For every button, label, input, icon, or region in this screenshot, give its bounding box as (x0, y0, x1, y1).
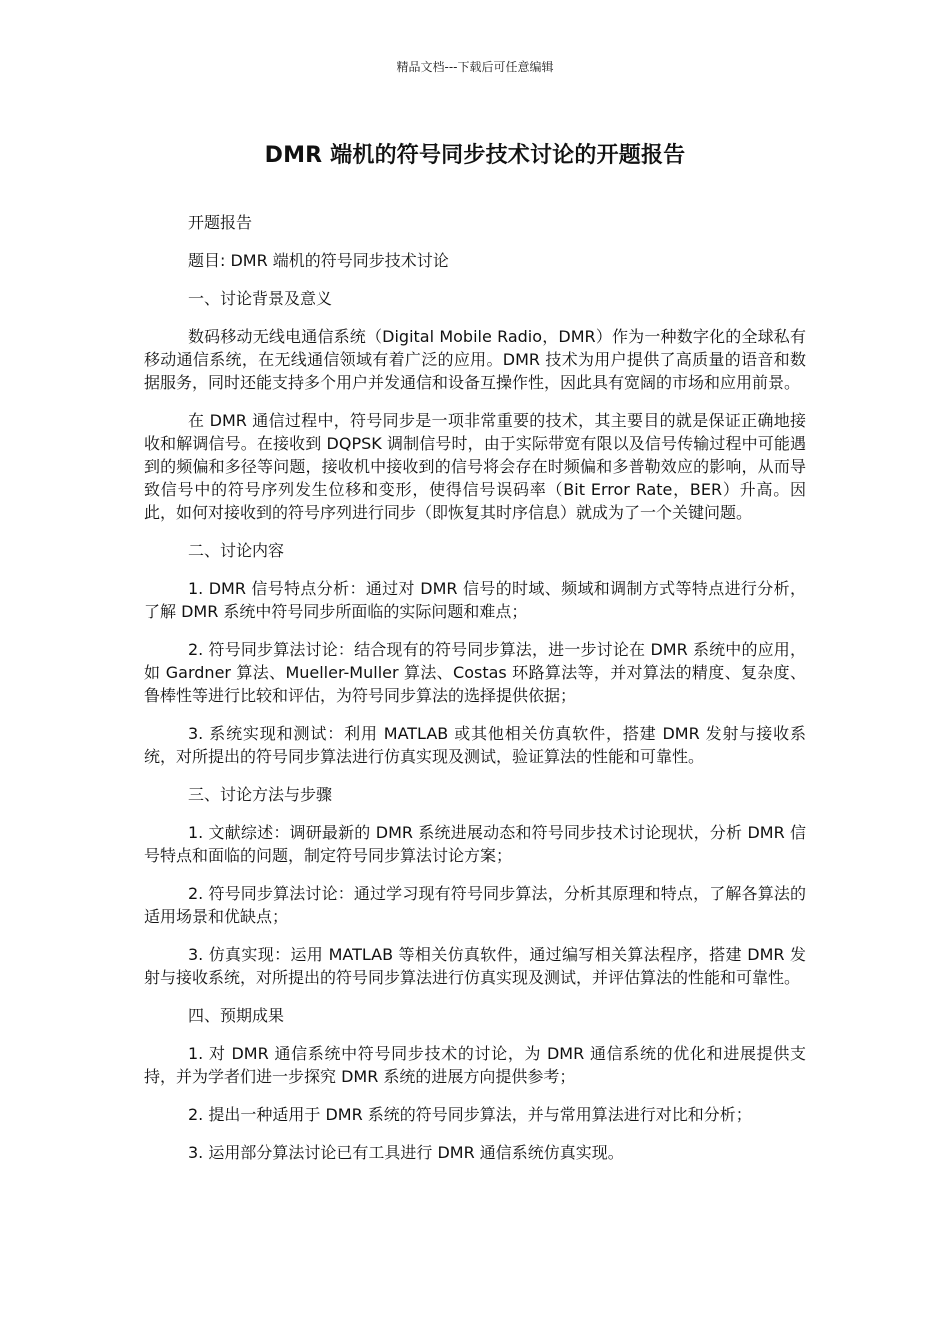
section-heading-4: 四、预期成果 (188, 1006, 285, 1025)
list-item: 2. 符号同步算法讨论：结合现有的符号同步算法，进一步讨论在 DMR 系统中的应用，如 Gardner 算法、Mueller-Muller 算法、Costas 环路算法等，并对算法的精度、复杂度、鲁棒性等进行比较和评估，为符号同步算法的选择提供依据； (144, 640, 806, 705)
section-heading-1: 一、讨论背景及意义 (188, 289, 333, 308)
topic-line: 题目: DMR 端机的符号同步技术讨论 (188, 251, 449, 270)
list-item: 3. 系统实现和测试：利用 MATLAB 或其他相关仿真软件，搭建 DMR 发射与接收系统，对所提出的符号同步算法进行仿真实现及测试，验证算法的性能和可靠性。 (144, 724, 806, 766)
list-item: 2. 符号同步算法讨论：通过学习现有符号同步算法，分析其原理和特点，了解各算法的适用场景和优缺点； (144, 884, 806, 926)
list-item: 1. DMR 信号特点分析：通过对 DMR 信号的时域、频域和调制方式等特点进行分析，了解 DMR 系统中符号同步所面临的实际问题和难点； (144, 579, 806, 621)
body-paragraph: 数码移动无线电通信系统（Digital Mobile Radio，DMR）作为一种数字化的全球私有移动通信系统，在无线通信领域有着广泛的应用。DMR 技术为用户提供了高质量的语音和数据服务，同时还能支持多个用户并发通信和设备互操作性，因此具有宽阔的市场和应用前景。 (144, 327, 806, 392)
list-item: 3. 仿真实现：运用 MATLAB 等相关仿真软件，通过编写相关算法程序，搭建 DMR 发射与接收系统，对所提出的符号同步算法进行仿真实现及测试，并评估算法的性能和可靠性。 (144, 945, 806, 987)
document-title: DMR 端机的符号同步技术讨论的开题报告 (264, 143, 686, 168)
list-item: 1. 文献综述：调研最新的 DMR 系统进展动态和符号同步技术讨论现状，分析 DMR 信号特点和面临的问题，制定符号同步算法讨论方案； (144, 823, 806, 865)
list-item: 3. 运用部分算法讨论已有工具进行 DMR 通信系统仿真实现。 (188, 1143, 624, 1162)
label-report: 开题报告 (188, 213, 253, 232)
body-paragraph: 在 DMR 通信过程中，符号同步是一项非常重要的技术，其主要目的就是保证正确地接收和解调信号。在接收到 DQPSK 调制信号时，由于实际带宽有限以及信号传输过程中可能遇到的频偏和多径等问题，接收机中接收到的信号将会存在时频偏和多普勒效应的影响，从而导致信号中的符号序列发生位移和变形，使得信号误码率（Bit Error Rate，BER）升高。因此，如何对接收到的符号序列进行同步（即恢复其时序信息）就成为了一个关键问题。 (144, 411, 806, 522)
header-note: 精品文档---下载后可任意编辑 (396, 60, 554, 74)
section-heading-2: 二、讨论内容 (188, 541, 285, 560)
section-heading-3: 三、讨论方法与步骤 (188, 785, 333, 804)
document-body (144, 211, 806, 1179)
list-item: 2. 提出一种适用于 DMR 系统的符号同步算法，并与常用算法进行对比和分析； (188, 1105, 752, 1124)
list-item: 1. 对 DMR 通信系统中符号同步技术的讨论，为 DMR 通信系统的优化和进展提供支持，并为学者们进一步探究 DMR 系统的进展方向提供参考； (144, 1044, 806, 1086)
